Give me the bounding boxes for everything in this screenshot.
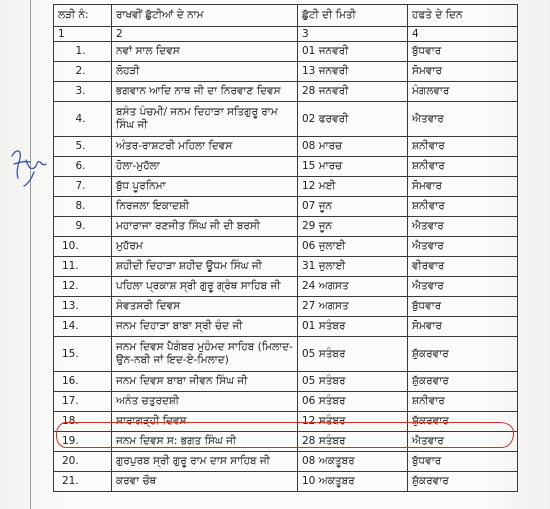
serial-number-cell: 20. — [54, 452, 112, 472]
holiday-name-cell: ਮਹਾਰਾਜਾ ਰਣਜੀਤ ਸਿੰਘ ਜੀ ਦੀ ਬਰਸੀ — [112, 217, 298, 237]
weekday-cell: ਸ਼ੁੱਕਰਵਾਰ — [408, 372, 518, 392]
serial-number-cell: 12. — [54, 277, 112, 297]
holiday-date-cell: 29 ਜੂਨ — [298, 217, 408, 237]
table-row — [54, 177, 518, 197]
table-row — [54, 102, 518, 137]
serial-number-cell: 8. — [54, 197, 112, 217]
holiday-name-cell: ਅਨੰਤ ਚਤੁਰਦਸ਼ੀ — [112, 392, 298, 412]
serial-number-cell: 21. — [54, 472, 112, 492]
holiday-date-cell: 28 ਸਤੰਬਰ — [298, 432, 408, 452]
holiday-date-cell: 08 ਅਕਤੂਬਰ — [298, 452, 408, 472]
holiday-date-cell: 06 ਜੁਲਾਈ — [298, 237, 408, 257]
holiday-date-cell: 01 ਸਤੰਬਰ — [298, 317, 408, 337]
holiday-table — [53, 4, 518, 492]
holiday-date-cell: 12 ਮਈ — [298, 177, 408, 197]
table-row — [54, 62, 518, 82]
holiday-date-cell: 13 ਜਨਵਰੀ — [298, 62, 408, 82]
weekday-cell: ਵੀਰਵਾਰ — [408, 257, 518, 277]
header-holiday-name: ਰਾਖਵੀਂ ਛੁੱਟੀਆਂ ਦੇ ਨਾਮ — [112, 5, 298, 27]
table-row — [54, 297, 518, 317]
handwritten-signature — [8, 142, 52, 188]
serial-number-cell: 9. — [54, 217, 112, 237]
holiday-name-cell: ਨਿਰਜਲਾ ਇਕਾਦਸ਼ੀ — [112, 197, 298, 217]
column-number-row — [54, 27, 518, 42]
weekday-cell: ਸ਼ਨੀਵਾਰ — [408, 197, 518, 217]
header-holiday-date: ਛੁੱਟੀ ਦੀ ਮਿਤੀ — [298, 5, 408, 27]
serial-number-cell: 19. — [54, 432, 112, 452]
weekday-cell: ਸ਼ਨੀਵਾਰ — [408, 392, 518, 412]
weekday-cell: ਐਤਵਾਰ — [408, 217, 518, 237]
table-row — [54, 472, 518, 492]
serial-number-cell: 18. — [54, 412, 112, 432]
holiday-name-cell: ਸ਼ਹੀਦੀ ਦਿਹਾੜਾ ਸ਼ਹੀਦ ਊਧਮ ਸਿੰਘ ਜੀ — [112, 257, 298, 277]
header-weekday: ਹਫਤੇ ਦੇ ਦਿਨ — [408, 5, 518, 27]
holiday-date-cell: 06 ਸਤੰਬਰ — [298, 392, 408, 412]
table-row — [54, 157, 518, 177]
weekday-cell: ਮੰਗਲਵਾਰ — [408, 82, 518, 102]
weekday-cell: ਸ਼ੁੱਕਰਵਾਰ — [408, 472, 518, 492]
weekday-cell: ਸ਼ਨੀਵਾਰ — [408, 137, 518, 157]
weekday-cell: ਸ਼ਨੀਵਾਰ — [408, 157, 518, 177]
column-number: 2 — [112, 27, 298, 42]
weekday-cell: ਬੁੱਧਵਾਰ — [408, 42, 518, 62]
weekday-cell: ਸੋਮਵਾਰ — [408, 317, 518, 337]
serial-number-cell: 15. — [54, 337, 112, 372]
table-row — [54, 317, 518, 337]
weekday-cell: ਸੋਮਵਾਰ — [408, 62, 518, 82]
serial-number-cell: 10. — [54, 237, 112, 257]
holiday-date-cell: 02 ਫਰਵਰੀ — [298, 102, 408, 137]
table-row — [54, 82, 518, 102]
table-row — [54, 137, 518, 157]
holiday-name-cell: ਨਵਾਂ ਸਾਲ ਦਿਵਸ — [112, 42, 298, 62]
serial-number-cell: 1. — [54, 42, 112, 62]
serial-number-cell: 17. — [54, 392, 112, 412]
holiday-name-cell: ਸਾਰਾਗੜ੍ਹੀ ਦਿਵਸ — [112, 412, 298, 432]
table-row — [54, 42, 518, 62]
holiday-name-cell: ਅੰਤਰ-ਰਾਸ਼ਟਰੀ ਮਹਿਲਾ ਦਿਵਸ — [112, 137, 298, 157]
serial-number-cell: 5. — [54, 137, 112, 157]
header-serial-number: ਲੜੀ ਨੰ: — [54, 5, 112, 27]
table-row — [54, 452, 518, 472]
holiday-name-cell: ਜਨਮ ਦਿਹਾੜਾ ਬਾਬਾ ਸ੍ਰੀ ਚੰਦ ਜੀ — [112, 317, 298, 337]
holiday-name-cell: ਮੁਹੱਰਮ — [112, 237, 298, 257]
serial-number-cell: 14. — [54, 317, 112, 337]
serial-number-cell: 7. — [54, 177, 112, 197]
holiday-date-cell: 15 ਮਾਰਚ — [298, 157, 408, 177]
table-row — [54, 337, 518, 372]
table-row — [54, 197, 518, 217]
holiday-name-cell: ਕਰਵਾ ਚੌਥ — [112, 472, 298, 492]
holiday-date-cell: 05 ਸਤੰਬਰ — [298, 372, 408, 392]
holiday-name-cell: ਭਗਵਾਨ ਆਦਿ ਨਾਥ ਜੀ ਦਾ ਨਿਰਵਾਣ ਦਿਵਸ — [112, 82, 298, 102]
weekday-cell: ਸ਼ੁੱਕਰਵਾਰ — [408, 412, 518, 432]
weekday-cell: ਐਤਵਾਰ — [408, 237, 518, 257]
weekday-cell: ਸ਼ੁੱਕਰਵਾਰ — [408, 337, 518, 372]
holiday-date-cell: 08 ਮਾਰਚ — [298, 137, 408, 157]
table-row — [54, 372, 518, 392]
weekday-cell: ਐਤਵਾਰ — [408, 432, 518, 452]
table-row — [54, 217, 518, 237]
weekday-cell: ਐਤਵਾਰ — [408, 102, 518, 137]
holiday-date-cell: 07 ਜੂਨ — [298, 197, 408, 217]
serial-number-cell: 6. — [54, 157, 112, 177]
holiday-date-cell: 10 ਅਕਤੂਬਰ — [298, 472, 408, 492]
holiday-name-cell: ਗੁਰਪੁਰਬ ਸ੍ਰੀ ਗੁਰੂ ਰਾਮ ਦਾਸ ਸਾਹਿਬ ਜੀ — [112, 452, 298, 472]
column-number: 3 — [298, 27, 408, 42]
weekday-cell: ਬੁੱਧਵਾਰ — [408, 452, 518, 472]
holiday-name-cell: ਜਨਮ ਦਿਵਸ ਸ: ਭਗਤ ਸਿੰਘ ਜੀ — [112, 432, 298, 452]
holiday-name-cell: ਬੁੱਧ ਪੂਰਨਿਮਾ — [112, 177, 298, 197]
column-number: 1 — [54, 27, 112, 42]
serial-number-cell: 16. — [54, 372, 112, 392]
serial-number-cell: 4. — [54, 102, 112, 137]
table-row — [54, 257, 518, 277]
holiday-name-cell: ਲੋਹੜੀ — [112, 62, 298, 82]
holiday-date-cell: 28 ਜਨਵਰੀ — [298, 82, 408, 102]
table-header-row — [54, 5, 518, 27]
holiday-name-cell: ਪਹਿਲਾ ਪ੍ਰਕਾਸ਼ ਸ੍ਰੀ ਗੁਰੂ ਗ੍ਰੰਥ ਸਾਹਿਬ ਜੀ — [112, 277, 298, 297]
holiday-date-cell: 24 ਅਗਸਤ — [298, 277, 408, 297]
holiday-date-cell: 05 ਸਤੰਬਰ — [298, 337, 408, 372]
holiday-name-cell: ਬਸੰਤ ਪੰਚਮੀ/ ਜਨਮ ਦਿਹਾੜਾ ਸਤਿਗੁਰੂ ਰਾਮ ਸਿੰਘ ਜੀ — [112, 102, 298, 137]
holiday-date-cell: 31 ਜੁਲਾਈ — [298, 257, 408, 277]
holiday-date-cell: 27 ਅਗਸਤ — [298, 297, 408, 317]
holiday-date-cell: 12 ਸਤੰਬਰ — [298, 412, 408, 432]
table-row — [54, 392, 518, 412]
margin-line — [30, 0, 31, 509]
holiday-name-cell: ਜਨਮ ਦਿਵਸ ਪੈਗੰਬਰ ਮੁਹੰਮਦ ਸਾਹਿਬ (ਮਿਲਾਦ-ਉਨ-ਨਬੀ ਜਾਂ ਇਦ-ਏ-ਮਿਲਾਦ) — [112, 337, 298, 372]
serial-number-cell: 2. — [54, 62, 112, 82]
weekday-cell: ਐਤਵਾਰ — [408, 277, 518, 297]
weekday-cell: ਬੁੱਧਵਾਰ — [408, 297, 518, 317]
weekday-cell: ਸੋਮਵਾਰ — [408, 177, 518, 197]
serial-number-cell: 11. — [54, 257, 112, 277]
holiday-date-cell: 01 ਜਨਵਰੀ — [298, 42, 408, 62]
holiday-name-cell: ਜਨਮ ਦਿਵਸ ਬਾਬਾ ਜੀਵਨ ਸਿੰਘ ਜੀ — [112, 372, 298, 392]
holiday-name-cell: ਹੋਲਾ-ਮੁਹੱਲਾ — [112, 157, 298, 177]
table-row — [54, 237, 518, 257]
serial-number-cell: 3. — [54, 82, 112, 102]
column-number: 4 — [408, 27, 518, 42]
highlight-circle — [56, 422, 514, 448]
table-row — [54, 277, 518, 297]
holiday-name-cell: ਸੰਵਤਸਰੀ ਦਿਵਸ — [112, 297, 298, 317]
serial-number-cell: 13. — [54, 297, 112, 317]
